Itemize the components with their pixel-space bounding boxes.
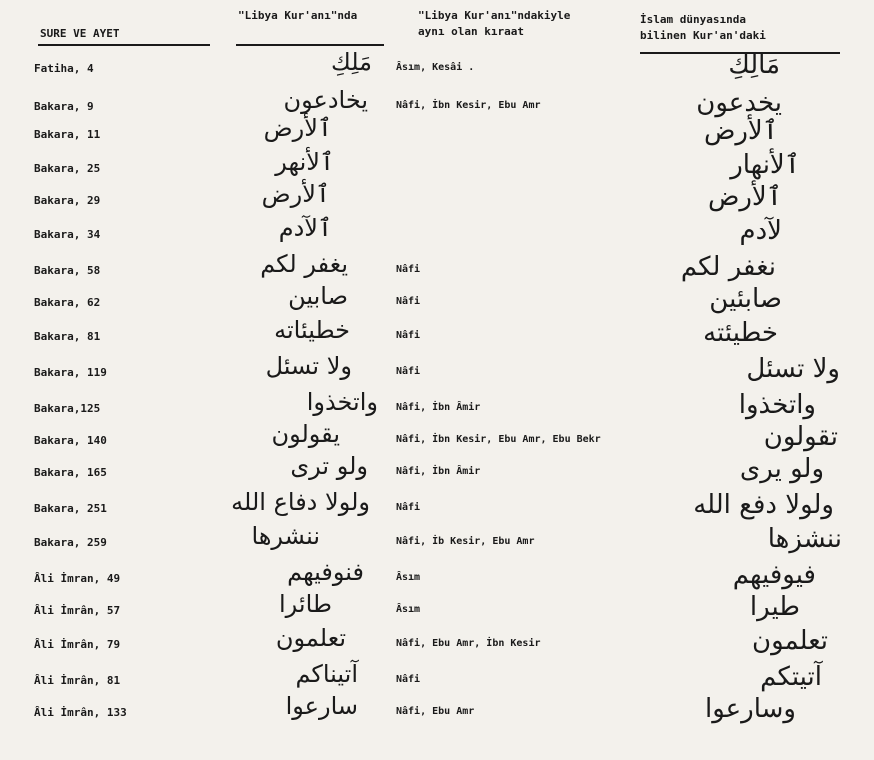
sure-ayet-cell: Bakara, 62 bbox=[34, 296, 101, 309]
table-row bbox=[0, 590, 874, 632]
libya-kurani-word: ٱلأرض bbox=[261, 180, 330, 208]
header-rule-libya bbox=[236, 44, 384, 46]
table-row bbox=[0, 488, 874, 530]
kiraat-cell: Nâfi, Ebu Amr bbox=[396, 706, 475, 717]
islam-kurani-word: ولولا دفع الله bbox=[693, 490, 834, 520]
table-row bbox=[0, 48, 874, 90]
libya-kurani-word: خطيئاته bbox=[274, 316, 350, 344]
islam-kurani-word: خطيئته bbox=[703, 318, 778, 348]
islam-kurani-word: ٱلأنهار bbox=[730, 150, 800, 180]
sure-ayet-cell: Âli İmrân, 81 bbox=[34, 674, 121, 687]
libya-kurani-word: ننشرها bbox=[251, 522, 320, 550]
table-row bbox=[0, 558, 874, 600]
header-rule-sure bbox=[38, 44, 210, 46]
islam-kurani-word: ٱلأرض bbox=[707, 182, 782, 212]
libya-kurani-word: فنوفيهم bbox=[287, 558, 364, 586]
sure-ayet-cell: Bakara, 81 bbox=[34, 330, 101, 343]
islam-kurani-word: ولو يرى bbox=[739, 454, 824, 484]
islam-kurani-word: صابئين bbox=[709, 284, 782, 314]
sure-ayet-cell: Bakara, 140 bbox=[34, 434, 107, 447]
sure-ayet-cell: Bakara, 25 bbox=[34, 162, 101, 175]
libya-kurani-word: آتيناكم bbox=[295, 660, 358, 688]
table-row bbox=[0, 388, 874, 430]
sure-ayet-cell: Bakara, 11 bbox=[34, 128, 101, 141]
sure-ayet-cell: Bakara, 58 bbox=[34, 264, 101, 277]
sure-ayet-cell: Âli İmrân, 57 bbox=[34, 604, 121, 617]
table-row bbox=[0, 522, 874, 564]
kiraat-cell: Âsım bbox=[396, 572, 421, 583]
kiraat-cell: Nâfi, Ebu Amr, İbn Kesir bbox=[396, 638, 541, 649]
sure-ayet-cell: Âli İmran, 49 bbox=[34, 572, 121, 585]
islam-kurani-word: واتخذوا bbox=[738, 390, 816, 420]
kiraat-cell: Âsım bbox=[396, 604, 421, 615]
islam-kurani-word: آتيتكم bbox=[760, 662, 822, 692]
header-ayni-kiraat bbox=[418, 8, 570, 40]
sure-ayet-cell: Bakara, 165 bbox=[34, 466, 107, 479]
islam-kurani-word: ننشزها bbox=[767, 524, 842, 554]
table-row bbox=[0, 452, 874, 494]
libya-kurani-word: ٱلأرض bbox=[263, 114, 332, 142]
sure-ayet-cell: Âli İmrân, 133 bbox=[34, 706, 127, 719]
libya-kurani-word: يخادعون bbox=[283, 86, 368, 114]
table-row bbox=[0, 316, 874, 358]
libya-kurani-word: سارعوا bbox=[285, 692, 358, 720]
sure-ayet-cell: Bakara, 29 bbox=[34, 194, 101, 207]
islam-kurani-word: مَالِكِ bbox=[728, 50, 780, 80]
libya-kurani-word: ٱلأنهر bbox=[275, 148, 334, 176]
islam-kurani-word: ولا تسئل bbox=[746, 354, 840, 384]
kiraat-cell: Nâfi, İbn Âmir bbox=[396, 402, 481, 413]
header-ayni-kiraat-line2: aynı olan kıraat bbox=[418, 25, 524, 38]
header-islam-dunyasi bbox=[640, 12, 766, 44]
header-libya-kurani: "Libya Kur'anı"nda bbox=[238, 9, 358, 22]
header-islam-line1: İslam dünyasında bbox=[640, 13, 746, 26]
sure-ayet-cell: Âli İmrân, 79 bbox=[34, 638, 121, 651]
table-row bbox=[0, 624, 874, 666]
table-row bbox=[0, 692, 874, 734]
islam-kurani-word: يخدعون bbox=[696, 88, 782, 118]
header-sure-ve-ayet: SURE VE AYET bbox=[40, 27, 120, 40]
libya-kurani-word: طائرا bbox=[278, 590, 332, 618]
islam-kurani-word: لآدم bbox=[739, 216, 782, 246]
header-ayni-kiraat-line1: "Libya Kur'anı"ndakiyle bbox=[418, 9, 571, 22]
libya-kurani-word: يغفر لكم bbox=[260, 250, 348, 278]
kiraat-cell: Nâfi bbox=[396, 330, 421, 341]
islam-kurani-word: طيرا bbox=[749, 592, 800, 622]
table-row bbox=[0, 352, 874, 394]
header-islam-line2: bilinen Kur'an'daki bbox=[640, 29, 766, 42]
libya-kurani-word: ٱلآدم bbox=[278, 214, 332, 242]
kiraat-cell: Nâfi bbox=[396, 366, 421, 377]
table-row bbox=[0, 214, 874, 256]
libya-kurani-word: صابين bbox=[288, 282, 348, 310]
sure-ayet-cell: Fatiha, 4 bbox=[34, 62, 94, 75]
sure-ayet-cell: Bakara, 251 bbox=[34, 502, 107, 515]
libya-kurani-word: واتخذوا bbox=[306, 388, 378, 416]
islam-kurani-word: وسارعوا bbox=[705, 694, 796, 724]
libya-kurani-word: يقولون bbox=[271, 420, 340, 448]
sure-ayet-cell: Bakara,125 bbox=[34, 402, 101, 415]
kiraat-cell: Nâfi, İbn Âmir bbox=[396, 466, 481, 477]
kiraat-cell: Nâfi, İbn Kesir, Ebu Amr bbox=[396, 100, 541, 111]
islam-kurani-word: تقولون bbox=[763, 422, 838, 452]
kiraat-cell: Nâfi bbox=[396, 264, 421, 275]
kiraat-cell: Nâfi bbox=[396, 296, 421, 307]
sure-ayet-cell: Bakara, 119 bbox=[34, 366, 107, 379]
islam-kurani-word: ٱلأرض bbox=[703, 116, 778, 146]
libya-kurani-word: ولا تسئل bbox=[265, 352, 352, 380]
libya-kurani-word: ولو ترى bbox=[290, 452, 368, 480]
kiraat-cell: Nâfi, İbn Kesir, Ebu Amr, Ebu Bekr bbox=[396, 434, 601, 445]
islam-kurani-word: نغفر لكم bbox=[680, 252, 776, 282]
libya-kurani-word: تعلمون bbox=[275, 624, 346, 652]
kiraat-cell: Nâfi, İb Kesir, Ebu Amr bbox=[396, 536, 535, 547]
sure-ayet-cell: Bakara, 259 bbox=[34, 536, 107, 549]
libya-kurani-word: مَلِكِ bbox=[330, 48, 372, 76]
kiraat-cell: Nâfi bbox=[396, 674, 421, 685]
sure-ayet-cell: Bakara, 34 bbox=[34, 228, 101, 241]
libya-kurani-word: ولولا دفاع الله bbox=[231, 488, 370, 516]
islam-kurani-word: فيوفيهم bbox=[732, 560, 816, 590]
islam-kurani-word: تعلمون bbox=[752, 626, 828, 656]
kiraat-cell: Âsım, Kesâi . bbox=[396, 62, 475, 73]
sure-ayet-cell: Bakara, 9 bbox=[34, 100, 94, 113]
kiraat-cell: Nâfi bbox=[396, 502, 421, 513]
